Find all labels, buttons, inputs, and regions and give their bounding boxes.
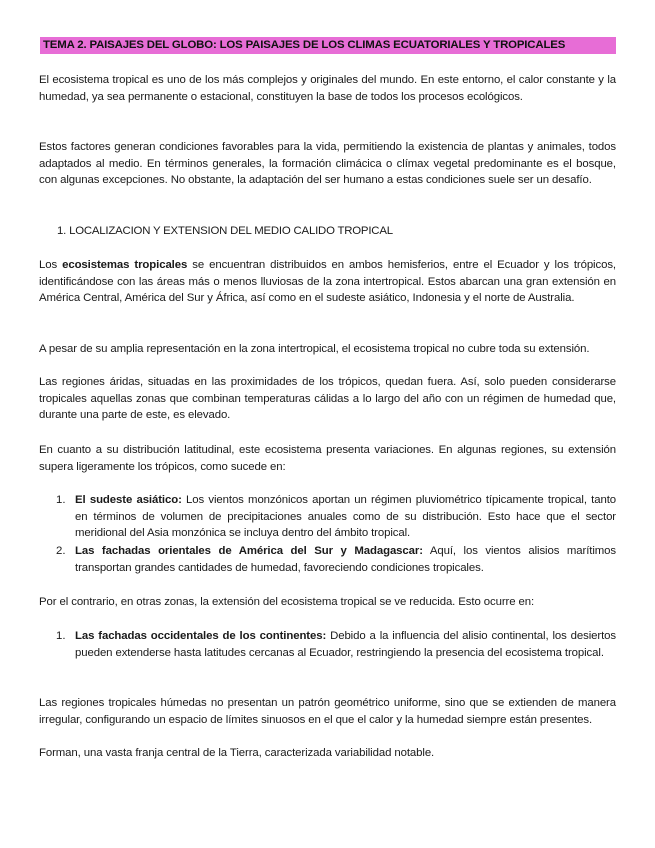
list-item-body: Los vientos monzónicos aportan un régimen pluviométrico típicamente tropical, tanto en términos de volumen de precipitaciones anuales como de su distribución. Esto hace que el sector meridional del Asia monzónica se incluya dentro del ámbito tropical. xyxy=(75,494,616,540)
intro-paragraph-1: El ecosistema tropical es uno de los más complejos y originales del mundo. En este entorno, el calor constante y la humedad, ya sea permanente o estacional, constituyen la base de todos los procesos ecológicos. xyxy=(39,74,616,103)
section-paragraph-2b: Las regiones áridas, situadas en las proximidades de los trópicos, quedan fuera. Así, solo pueden considerarse tropicales aquellas zonas que combinan temperaturas cálidas a lo largo del año con un régimen de humedad que, durante una parte de este, es elevado. xyxy=(39,376,616,422)
list-item-text xyxy=(75,543,616,576)
bold-term: Las fachadas orientales de América del Sur y Madagascar: xyxy=(75,545,423,557)
page-title: TEMA 2. PAISAJES DEL GLOBO: LOS PAISAJES DE LOS CLIMAS ECUATORIALES Y TROPICALES xyxy=(40,37,616,54)
bold-term: Las fachadas occidentales de los continentes: xyxy=(75,630,327,642)
section-heading: 1. LOCALIZACION Y EXTENSION DEL MEDIO CALIDO TROPICAL xyxy=(57,225,393,237)
bold-term: El sudeste asiático: xyxy=(75,494,182,506)
list-item xyxy=(39,628,616,661)
list-item xyxy=(39,543,616,576)
list-item-text xyxy=(75,492,616,542)
section-paragraph-5a: Las regiones tropicales húmedas no presentan un patrón geométrico uniforme, sino que se extienden de manera irregular, configurando un espacio de límites sinuosos en el que el calor y la humedad siempre están presentes. xyxy=(39,697,616,726)
list-number: 2. xyxy=(56,545,66,557)
list-item xyxy=(39,492,616,542)
intro-paragraph-2: Estos factores generan condiciones favorables para la vida, permitiendo la existencia de plantas y animales, todos adaptados al medio. En términos generales, la formación climácica o clímax vegetal predominante es el bosque, con algunas excepciones. No obstante, la adaptación del ser humano a estas condiciones suele ser un desafío. xyxy=(39,141,616,187)
section-paragraph-5b: Forman, una vasta franja central de la Tierra, caracterizada variabilidad notable. xyxy=(39,747,435,759)
section-paragraph-4: Por el contrario, en otras zonas, la extensión del ecosistema tropical se ve reducida. Esto ocurre en: xyxy=(39,596,535,608)
bold-term: ecosistemas tropicales xyxy=(62,259,188,271)
list-item-text xyxy=(75,628,616,661)
section-paragraph-2a: A pesar de su amplia representación en la zona intertropical, el ecosistema tropical no cubre toda su extensión. xyxy=(39,343,590,355)
list-item-body: Aquí, los vientos alisios marítimos transportan grandes cantidades de humedad, favoreciendo condiciones tropicales. xyxy=(75,545,616,574)
list-number: 1. xyxy=(56,630,66,642)
list-item-body: Debido a la influencia del alisio continental, los desiertos pueden extenderse hasta latitudes cercanas al Ecuador, restringiendo la presencia del ecosistema tropical. xyxy=(75,630,616,659)
paragraph-text: Los xyxy=(39,259,63,271)
section-paragraph-3: En cuanto a su distribución latitudinal, este ecosistema presenta variaciones. En algunas regiones, su extensión supera ligeramente los trópicos, como sucede en: xyxy=(39,444,616,473)
paragraph-text: se encuentran distribuidos en ambos hemisferios, entre el Ecuador y los trópicos, identificándose con las áreas más o menos lluviosas de la zona intertropical. Estos abarcan una gran extensión en América Central, América del Sur y África, así como en el sudeste asiático, Indonesia y el norte de Australia. xyxy=(39,259,616,305)
section-paragraph-1 xyxy=(39,257,616,307)
list-number: 1. xyxy=(56,494,66,506)
